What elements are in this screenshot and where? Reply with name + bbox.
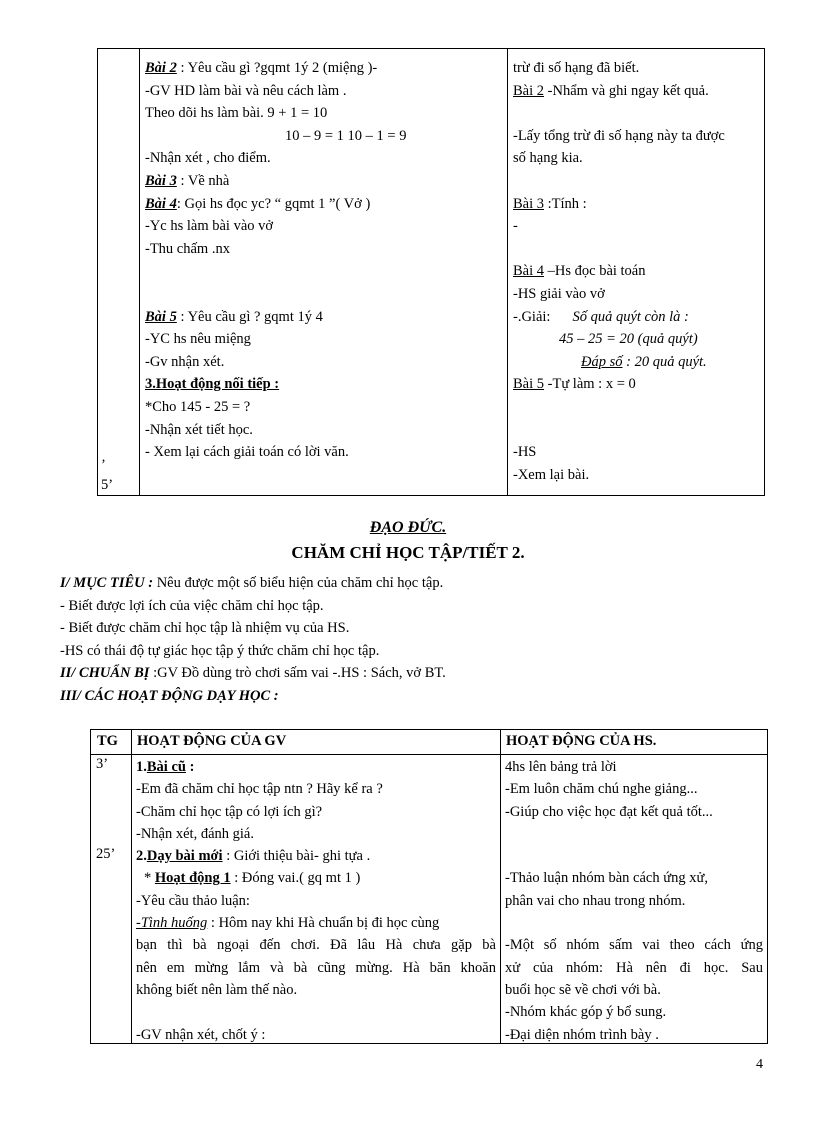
blank-line [145, 260, 503, 283]
text-line: -Yc hs làm bài vào vở [145, 218, 274, 235]
text-line: -Giúp cho việc học đạt kết quả tốt... [505, 803, 713, 820]
blank-line [505, 912, 763, 934]
situation-line [136, 912, 496, 934]
text-line: -Nhận xét , cho điểm. [145, 150, 271, 167]
text-line: -Xem lại bài. [513, 466, 590, 483]
blank-line [513, 396, 763, 419]
text-line: -Nhóm khác góp ý bổ sung. [505, 1004, 667, 1021]
student-activities [513, 57, 763, 486]
objective-line: -HS có thái độ tự giác học tập ý thức chăm chỉ học tập. [60, 642, 380, 659]
step-number: 1. [136, 759, 147, 775]
text-line: -Nhận xét, đánh giá. [136, 825, 254, 842]
header-gv: HOẠT ĐỘNG CỦA GV [137, 733, 287, 749]
header-divider [91, 754, 767, 755]
text-line: -HS [513, 444, 537, 461]
exercise-label: Bài 2 [513, 82, 545, 99]
text-line: -YC hs nêu miệng [145, 331, 251, 348]
blank-line [513, 419, 763, 442]
lesson-table-continued [97, 48, 765, 496]
text-line: 4hs lên bảng trả lời [505, 759, 617, 775]
preparation-line [60, 662, 780, 685]
section-label: III/ CÁC HOẠT ĐỘNG DẠY HỌC : [60, 687, 279, 704]
exercise-line [513, 373, 763, 396]
student-activities [505, 756, 763, 1046]
text-line: 10 – 9 = 1 10 – 1 = 9 [285, 127, 407, 144]
answer-text: : 20 quả quýt. [622, 353, 707, 370]
column-divider [131, 730, 132, 1043]
exercise-line [513, 193, 763, 216]
exercise-text: : Yêu cầu gì ?gqmt 1ý 2 (miệng )- [176, 60, 378, 76]
situation-text: : Hôm nay khi Hà chuẩn bị đi học cùng [207, 915, 440, 932]
text-line: -Thảo luận nhóm bàn cách ứng xử, [505, 870, 708, 887]
text-line: -Nhận xét tiết học. [145, 421, 253, 438]
objective-line [60, 572, 780, 595]
exercise-line [513, 260, 763, 283]
exercise-line [145, 193, 503, 216]
exercise-label: Bài 4 [513, 263, 545, 280]
solution-line [513, 306, 763, 329]
situation-label: -Tình huống [136, 915, 208, 932]
step-label: Dạy bài mới [146, 848, 223, 865]
text-line: -Em luôn chăm chú nghe giảng... [505, 781, 698, 798]
activity-bullet: * [144, 870, 155, 887]
answer-label: Đáp số [581, 353, 623, 370]
exercise-line [145, 306, 503, 329]
activity-heading: 3.Hoạt động nối tiếp : [145, 376, 280, 393]
text-line: -GV HD làm bài và nêu cách làm . [145, 82, 347, 99]
solution-text: Số quả quýt còn là : [572, 308, 689, 325]
blank-line [513, 238, 763, 261]
text-line: -GV nhận xét, chốt ý : [136, 1026, 266, 1043]
text-line: bạn thì bà ngoại đến chơi. Đã lâu Hà chưa gặp bà [136, 937, 496, 954]
section-label: I/ MỤC TIÊU : [60, 575, 154, 591]
subject-title: ĐẠO ĐỨC. [369, 519, 447, 536]
text-line: buổi học sẽ về chơi với bà. [505, 981, 661, 998]
objective-line: - Biết được chăm chỉ học tập là nhiệm vụ của HS. [60, 620, 350, 636]
text-line: trừ đi số hạng đã biết. [513, 60, 640, 76]
time-mark: 25’ [96, 846, 116, 862]
column-divider [500, 730, 501, 1043]
page-number: 4 [756, 1057, 763, 1072]
activity-heading [136, 867, 496, 889]
blank-line [505, 823, 763, 845]
solution-line: 45 – 25 = 20 (quả quýt) [559, 331, 698, 348]
text-line: nên em mừng lắm và bà cũng mừng. Hà băn khoăn [136, 959, 496, 976]
blank-line [145, 283, 503, 306]
objectives-section [60, 572, 780, 707]
text-line: -Thu chấm .nx [145, 240, 230, 257]
header-tg: TG [97, 733, 118, 749]
text-line: không biết nên làm thế nào. [136, 981, 298, 998]
exercise-label: Bài 3 [513, 195, 545, 212]
text-line: -Đại diện nhóm trình bày . [505, 1026, 659, 1043]
answer-line [513, 351, 763, 374]
step-label: Bài cũ [146, 759, 186, 775]
text-line: phân vai cho nhau trong nhóm. [505, 892, 686, 909]
exercise-label: Bài 4 [145, 195, 177, 212]
text-line: số hạng kia. [513, 150, 583, 167]
blank-line [505, 845, 763, 867]
blank-line [513, 170, 763, 193]
column-divider [139, 49, 140, 495]
text-line: -Gv nhận xét. [145, 353, 225, 370]
header-hs: HOẠT ĐỘNG CỦA HS. [506, 733, 657, 749]
preparation-text: :GV Đồ dùng trò chơi sấm vai -.HS : Sách, vở BT. [149, 665, 446, 681]
text-line: -Em đã chăm chỉ học tập ntn ? Hãy kể ra ? [136, 781, 383, 798]
text-line: -Một số nhóm sấm vai theo cách ứng [505, 937, 763, 954]
exercise-text: : Gọi hs đọc yc? “ gqmt 1 ”( Vở ) [176, 195, 371, 212]
teacher-activities [145, 57, 503, 464]
text-line: - [513, 218, 518, 235]
exercise-line [145, 170, 503, 193]
step-text: : [185, 759, 195, 775]
text-line: -Lấy tổng trừ đi số hạng này ta được [513, 127, 725, 144]
text-line: *Cho 145 - 25 = ? [145, 398, 251, 415]
exercise-label: Bài 2 [145, 60, 177, 76]
exercise-label: Bài 5 [513, 376, 545, 393]
text-line: xử của nhóm: Hà nên đi học. Sau [505, 959, 763, 976]
text-line: Theo dõi hs làm bài. 9 + 1 = 10 [145, 105, 328, 122]
text-line: - Xem lại cách giải toán có lời văn. [145, 444, 349, 461]
teacher-activities [136, 756, 496, 1046]
exercise-text: : Yêu cầu gì ? gqmt 1ý 4 [176, 308, 323, 325]
exercise-line [145, 57, 503, 80]
activity-label: Hoạt động 1 [154, 870, 231, 887]
objective-line: - Biết được lợi ích của việc chăm chỉ học tập. [60, 597, 324, 614]
text-line: -HS giải vào vở [513, 285, 605, 302]
exercise-text: -Tự làm : x = 0 [544, 376, 636, 393]
column-divider [507, 49, 508, 495]
step-heading [136, 845, 496, 867]
time-mark: 3’ [96, 756, 109, 772]
time-mark: ’ [101, 457, 106, 473]
exercise-text: : Về nhà [176, 172, 230, 189]
text-line: -Yêu cầu thảo luận: [136, 892, 250, 909]
exercise-text: –Hs đọc bài toán [544, 263, 646, 280]
text-line: -Chăm chỉ học tập có lợi ích gì? [136, 803, 323, 820]
section-label: II/ CHUẨN BỊ [60, 665, 150, 681]
blank-line [136, 1001, 496, 1023]
step-heading [136, 756, 496, 778]
exercise-line [513, 80, 763, 103]
objective-text: Nêu được một số biểu hiện của chăm chỉ học tập. [153, 575, 444, 591]
lesson-activities-table [90, 729, 768, 1044]
exercise-label: Bài 5 [145, 308, 177, 325]
exercise-text: :Tính : [544, 195, 587, 212]
time-mark: 5’ [101, 477, 114, 493]
lesson-title: CHĂM CHỈ HỌC TẬP/TIẾT 2. [291, 543, 525, 562]
step-number: 2. [136, 848, 147, 865]
blank-line [513, 102, 763, 125]
exercise-text: -Nhẩm và ghi ngay kết quả. [544, 82, 709, 99]
exercise-label: Bài 3 [145, 172, 177, 189]
activity-text: : Đóng vai.( gq mt 1 ) [230, 870, 361, 887]
solution-label: -.Giải: [513, 308, 551, 325]
step-text: : Giới thiệu bài- ghi tựa . [222, 848, 371, 865]
